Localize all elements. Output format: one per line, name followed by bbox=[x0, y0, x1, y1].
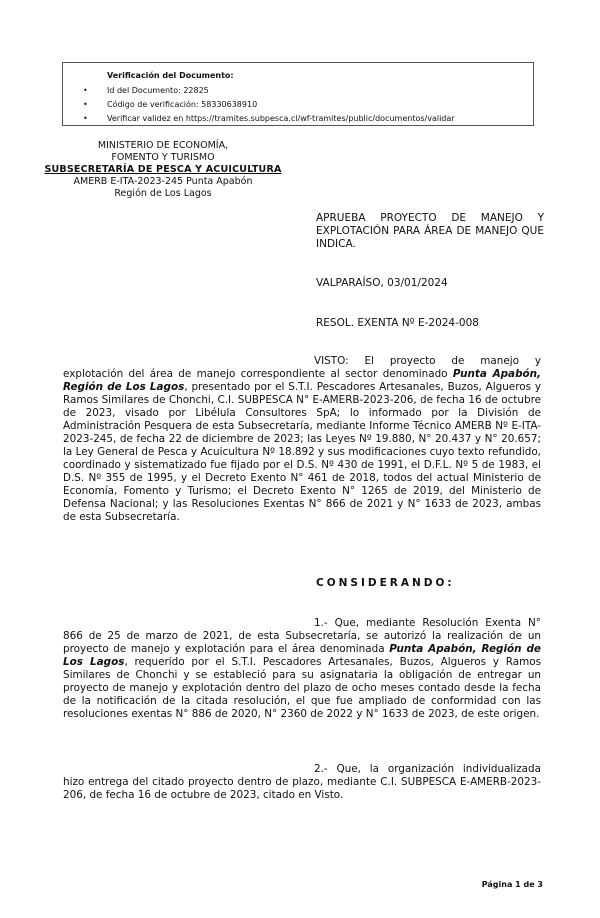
verification-title: Verificación del Documento: bbox=[107, 71, 234, 80]
ministry-line-1: MINISTERIO DE ECONOMÍA, bbox=[97, 140, 229, 151]
considerando-paragraph-2: 2.- Que, la organización individualizada hizo entrega del citado proyecto dentro de plazo, mediante C.I. SUBPESCA E-AMERB-2023-206, de fecha 16 de octubre de 2023, citado en Visto. bbox=[63, 763, 541, 801]
verification-box bbox=[62, 62, 534, 126]
verification-list bbox=[107, 84, 523, 126]
resolution-number: RESOL. EXENTA Nº E-2024-008 bbox=[316, 317, 479, 329]
considerando-paragraph-1: 1.- Que, mediante Resolución Exenta N° 866 de 25 de marzo de 2021, de esta Subsecretaría, se autorizó la realización de un proyecto de manejo y explotación para el área denominada Punta Apabón, Región de Los Lagos, requerido por el S.T.I. Pescadores Artesanales, Buzos, Algueros y Ramos Similares de Chonchi y se estableció para su asignataria la obligación de entregar un proyecto de manejo y explotación dentro del plazo de ocho meses contado desde la fecha de la notificación de la citada resolución, el que fue ampliado de conformidad con las resoluciones exentas N° 886 de 2020, N° 2360 de 2022 y N° 1633 de 2023, de este origen. bbox=[63, 617, 541, 720]
document-id: • Id del Documento: 22825 bbox=[107, 84, 523, 98]
amerb-reference: AMERB E-ITA-2023-245 Punta Apabón bbox=[73, 176, 253, 187]
place-date: VALPARAÍSO, 03/01/2024 bbox=[316, 277, 448, 289]
region-name: Región de Los Lagos bbox=[114, 188, 212, 199]
subsecretaria-name: SUBSECRETARÍA DE PESCA Y ACUICULTURA bbox=[44, 164, 282, 175]
area-name: Punta Apabón, Región de Los Lagos bbox=[63, 643, 541, 668]
visto-paragraph: VISTO: El proyecto de manejo y explotación del área de manejo correspondiente al sector denominado Punta Apabón, Región de Los Lagos, presentado por el S.T.I. Pescadores Artesanales, Buzos, Algueros y Ramos Similares de Chonchi, C.I. SUBPESCA N° E-AMERB-2023-206, de fecha 16 de octubre de 2023, visado por Libélula Consultores SpA; lo informado por la División de Administración Pesquera de esta Subsecretaría, mediante Informe Técnico AMERB Nº E-ITA-2023-245, de fecha 22 de diciembre de 2023; las Leyes Nº 19.880, N° 20.437 y N° 20.657; la Ley General de Pesca y Acuicultura Nº 18.892 y sus modificaciones cuyo texto refundido, coordinado y sistematizado fue fijado por el D.S. Nº 430 de 1991, el D.F.L. Nº 5 de 1983, el D.S. Nº 355 de 1995, y el Decreto Exento N° 461 de 2018, todos del actual Ministerio de Economía, Fomento y Turismo; el Decreto Exento N° 1265 de 2019, del Ministerio de Defensa Nacional; y las Resoluciones Exentas N° 866 de 2021 y N° 1633 de 2023, ambas de esta Subsecretaría. bbox=[63, 355, 541, 523]
considerando-heading: CONSIDERANDO: bbox=[316, 577, 455, 589]
verification-link[interactable]: • Verificar validez en https://tramites.subpesca.cl/wf-tramites/public/documentos/validar bbox=[107, 112, 523, 126]
visto-label: VISTO: bbox=[314, 355, 349, 367]
document-title: APRUEBA PROYECTO DE MANEJO Y EXPLOTACIÓN PARA ÁREA DE MANEJO QUE INDICA. bbox=[316, 212, 544, 250]
area-name: Punta Apabón, Región de Los Lagos bbox=[63, 368, 541, 393]
verification-code: • Código de verificación: 58330638910 bbox=[107, 98, 523, 112]
issuer-header bbox=[38, 140, 288, 200]
page-number: Página 1 de 3 bbox=[481, 880, 543, 889]
ministry-line-2: FOMENTO Y TURISMO bbox=[111, 152, 215, 163]
